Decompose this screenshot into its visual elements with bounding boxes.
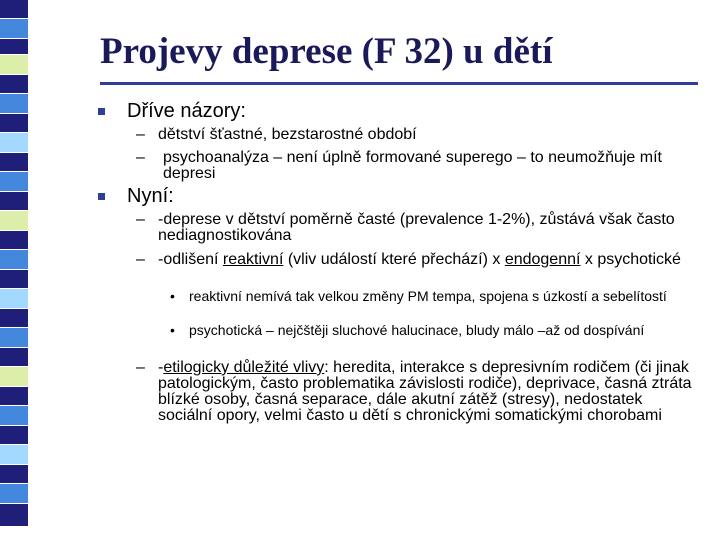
decorative-stripe [0,0,28,540]
stripe-block [0,55,28,74]
list-item-text: -deprese v dětství poměrně časté (prevalence 1-2%), zůstává však často nediagnostikována [158,211,675,244]
dash-icon: – [136,359,145,376]
stripe-block [0,270,28,288]
stripe-block [0,367,28,386]
list-item-text: psychoanalýza – není úplně formované superego – to neumožňuje mít depresi [163,149,662,182]
stripe-block [0,309,28,327]
underlined-term: endogenní [504,251,581,268]
bullet-heading: Nyní: [127,185,174,207]
stripe-block [0,250,28,269]
bullet-heading: Dříve názory: [127,100,246,122]
stripe-block [0,19,28,38]
stripe-block [0,426,28,444]
dash-icon: – [136,251,145,268]
stripe-block [0,387,28,405]
list-item-text: dětství šťastné, bezstarostné období [158,126,417,143]
stripe-block [0,504,28,526]
slide-title: Projevy deprese (F 32) u dětí [100,31,553,72]
list-item-text: -odlišení reaktivní (vliv událostí které přechází) x endogenní x psychotické [158,251,681,268]
stripe-block [0,114,28,132]
underlined-term: reaktivní [222,251,284,268]
dash-icon: – [136,126,145,143]
stripe-block [0,192,28,210]
list-item-text: -etilogicky důležité vlivy: heredita, interakce s depresivním rodičem (či jinak patologickým, často problematika závislosti rodiče), deprivace, časná ztráta blízké osoby, časná separace, dále akutní zátěž (stresy), nedostatek sociální opory, velmi často u dětí s chronickými somatickými chorobami [158,359,692,424]
stripe-block [0,172,28,191]
dash-icon: – [136,149,145,166]
stripe-block [0,465,28,483]
dot-icon: • [170,288,175,304]
stripe-block [0,328,28,347]
stripe-block [0,0,28,18]
stripe-block [0,484,28,503]
stripe-block [0,153,28,171]
dot-icon: • [170,322,175,338]
sub-list-item-text: reaktivní nemívá tak velkou změny PM tempa, spojena s úzkostí a sebelítostí [189,288,667,304]
stripe-block [0,445,28,464]
stripe-block [0,406,28,425]
stripe-block [0,289,28,308]
stripe-block [0,231,28,249]
underlined-term: etilogicky důležité vlivy [163,359,325,376]
stripe-block [0,211,28,230]
dash-icon: – [136,211,145,228]
square-bullet-icon [98,108,105,115]
stripe-block [0,94,28,113]
title-underline [100,82,698,85]
square-bullet-icon [98,193,105,200]
stripe-block [0,133,28,152]
stripe-block [0,348,28,366]
sub-list-item-text: psychotická – nejčštěji sluchové halucinace, bludy málo –až od dospívání [189,322,645,338]
stripe-block [0,75,28,93]
stripe-block [0,39,28,54]
